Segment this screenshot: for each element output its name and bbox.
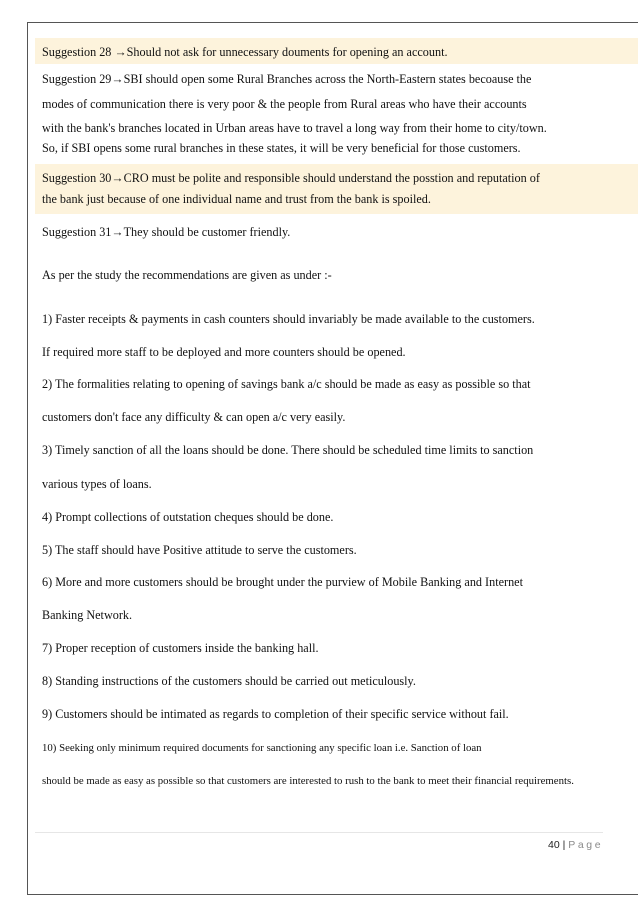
recommendation-line: 1) Faster receipts & payments in cash counters should invariably be made available to the customers. — [42, 312, 535, 326]
suggestion-29-line: So, if SBI opens some rural branches in these states, it will be very beneficial for those customers. — [42, 141, 521, 155]
recommendations-intro: As per the study the recommendations are given as under :- — [42, 268, 332, 282]
suggestion-29-line: modes of communication there is very poor & the people from Rural areas who have their accounts — [42, 97, 527, 111]
recommendation-line: 9) Customers should be intimated as regards to completion of their specific service without fail. — [42, 707, 509, 721]
page-number-separator: | — [562, 839, 566, 851]
recommendation-line: 10) Seeking only minimum required documents for sanctioning any specific loan i.e. Sanction of loan — [42, 742, 482, 754]
recommendation-line: Banking Network. — [42, 608, 133, 622]
page-number-value: 40 — [548, 839, 560, 851]
recommendation-line: 7) Proper reception of customers inside the banking hall. — [42, 641, 319, 655]
recommendation-line: 6) More and more customers should be brought under the purview of Mobile Banking and Internet — [42, 575, 523, 589]
suggestion-31-line: Suggestion 31→They should be customer friendly. — [42, 225, 291, 239]
recommendation-line: 8) Standing instructions of the customers should be carried out meticulously. — [42, 674, 416, 688]
recommendation-line: 4) Prompt collections of outstation cheques should be done. — [42, 510, 334, 524]
page-word: Page — [568, 839, 604, 851]
recommendation-line: If required more staff to be deployed and more counters should be opened. — [42, 345, 406, 359]
recommendation-line: various types of loans. — [42, 477, 152, 491]
recommendation-line: 5) The staff should have Positive attitude to serve the customers. — [42, 543, 357, 557]
page-number — [548, 839, 603, 851]
recommendation-line: 2) The formalities relating to opening of savings bank a/c should be made as easy as possible so that — [42, 377, 531, 391]
suggestion-30-line: Suggestion 30→CRO must be polite and responsible should understand the posstion and reputation of — [42, 171, 540, 185]
recommendation-line: should be made as easy as possible so that customers are interested to rush to the bank to meet their financial requirements. — [42, 775, 574, 787]
recommendation-line: customers don't face any difficulty & can open a/c very easily. — [42, 410, 346, 424]
footer-rule — [35, 832, 603, 833]
suggestion-30-line: the bank just because of one individual name and trust from the bank is spoiled. — [42, 192, 431, 206]
suggestion-29-line: Suggestion 29→SBI should open some Rural Branches across the North-Eastern states becoause the — [42, 72, 532, 86]
suggestion-29-line: with the bank's branches located in Urban areas have to travel a long way from their home to city/town. — [42, 121, 547, 135]
recommendation-line: 3) Timely sanction of all the loans should be done. There should be scheduled time limits to sanction — [42, 443, 534, 457]
suggestion-28-line: Suggestion 28 →Should not ask for unnecessary douments for opening an account. — [42, 45, 448, 59]
